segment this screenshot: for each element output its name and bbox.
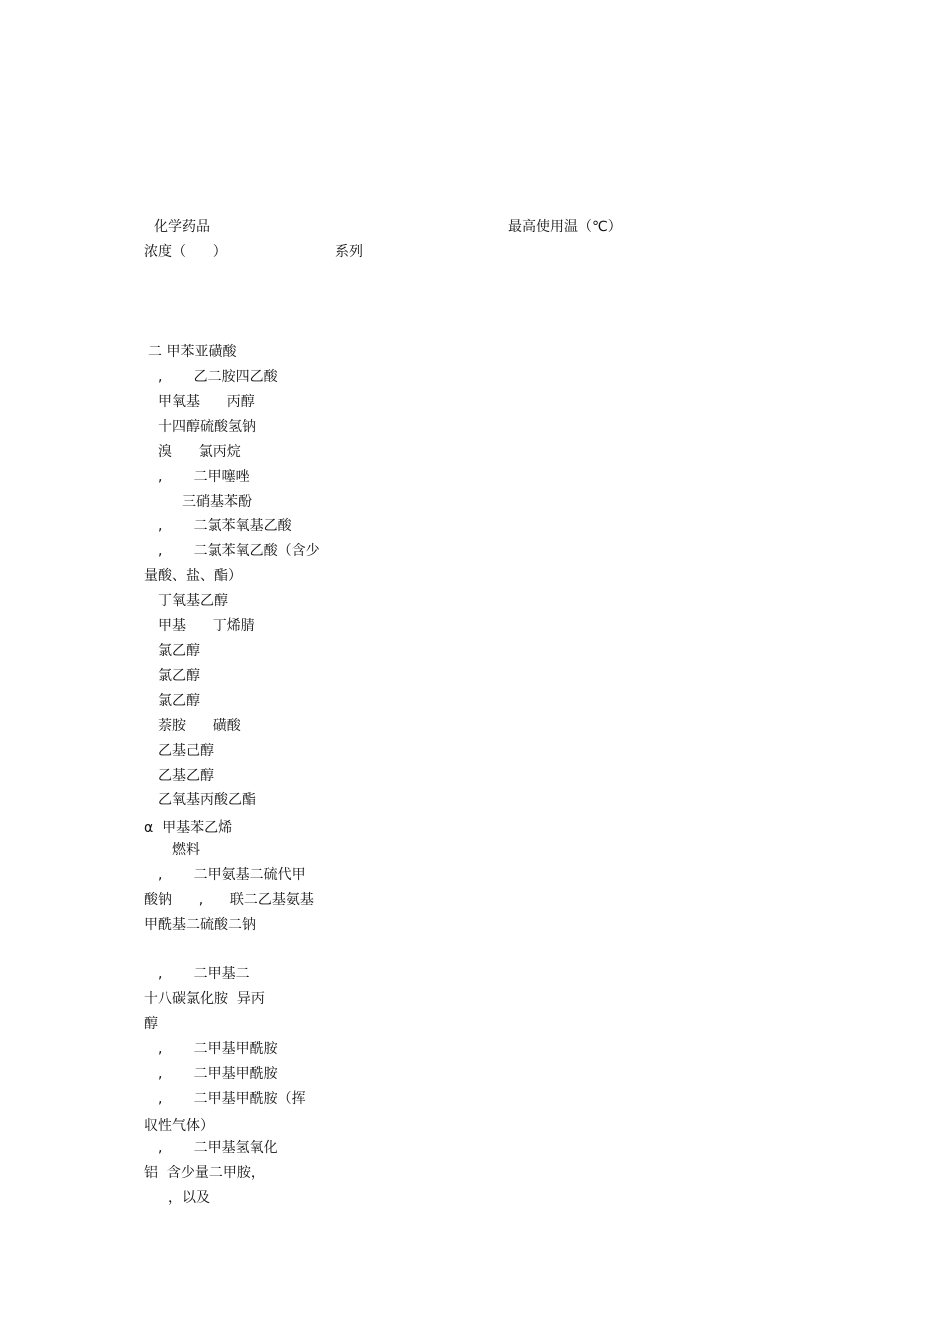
list-item: , 乙二胺四乙酸 — [158, 369, 278, 385]
list-item: 酸钠 , 联二乙基氨基 — [144, 892, 314, 908]
header-concentration: 浓度（ ） — [144, 244, 227, 260]
list-item: 三硝基苯酚 — [182, 494, 252, 510]
list-item: 铝 含少量二甲胺， — [144, 1165, 265, 1181]
list-item: , 二氯苯氧乙酸（含少 — [158, 543, 320, 559]
list-item: 甲基 丁烯腈 — [158, 618, 255, 634]
list-item: 溴 氯丙烷 — [158, 444, 241, 460]
list-item: 収性气体） — [144, 1118, 214, 1134]
list-item: 乙氧基丙酸乙酯 — [158, 792, 256, 808]
list-item: 甲酰基二硫酸二钠 — [144, 917, 256, 933]
list-item: 二 甲苯亚磺酸 — [148, 344, 237, 360]
header-max-temperature: 最高使用温（℃） — [508, 219, 622, 235]
list-item: , 二甲基氢氧化 — [158, 1140, 278, 1156]
list-item: 十八碳氯化胺 异丙 — [144, 991, 265, 1007]
list-item: , 二氯苯氧基乙酸 — [158, 518, 292, 534]
list-item: 燃料 — [172, 842, 200, 858]
list-item: α 甲基苯乙烯 — [144, 820, 233, 836]
list-item: 甲氧基 丙醇 — [158, 394, 255, 410]
list-item: 醇 — [144, 1016, 158, 1032]
list-item: 乙基己醇 — [158, 743, 214, 759]
list-item: 萘胺 磺酸 — [158, 718, 241, 734]
list-item: 氯乙醇 — [158, 643, 200, 659]
list-item: 丁氧基乙醇 — [158, 593, 228, 609]
list-item: 氯乙醇 — [158, 668, 200, 684]
list-item: , 二甲基甲酰胺 — [158, 1041, 278, 1057]
list-item: , 二甲氨基二硫代甲 — [158, 867, 306, 883]
list-item: , 二甲基二 — [158, 966, 250, 982]
list-item: 氯乙醇 — [158, 693, 200, 709]
list-item: 十四醇硫酸氢钠 — [158, 419, 256, 435]
list-item: , 二甲基甲酰胺 — [158, 1066, 278, 1082]
header-chemical: 化学药品 — [154, 219, 210, 235]
list-item: , 二甲噻唑 — [158, 469, 250, 485]
list-item: 乙基乙醇 — [158, 768, 214, 784]
header-series: 系列 — [335, 244, 363, 260]
list-item: , 二甲基甲酰胺（挥 — [158, 1091, 306, 1107]
list-item: ，以及 — [168, 1190, 210, 1206]
list-item: 量酸、盐、酯） — [144, 568, 242, 584]
